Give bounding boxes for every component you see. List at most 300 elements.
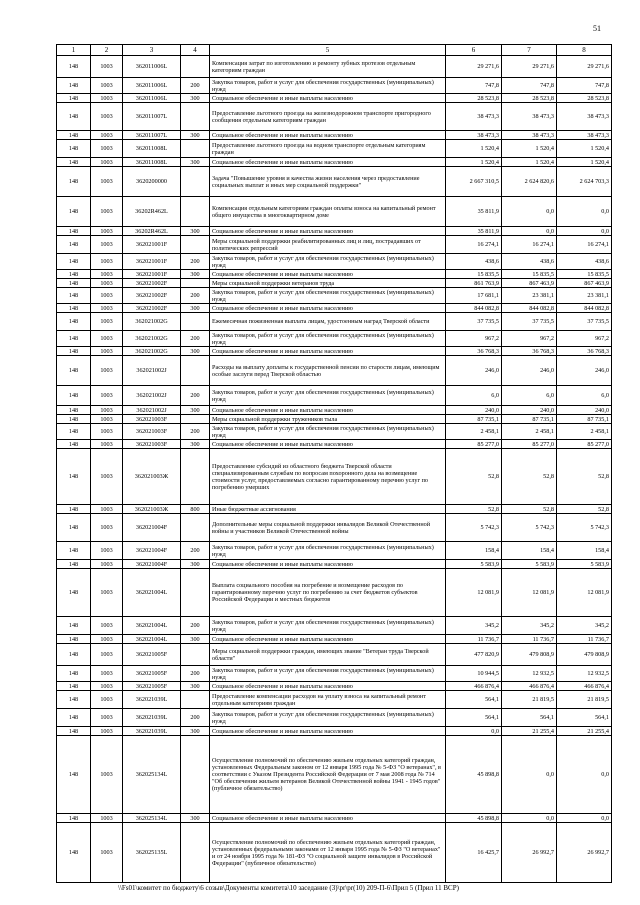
cell-description: Социальное обеспечение и иные выплаты населению	[210, 560, 446, 569]
cell-amount-year-3: 1 520,4	[557, 140, 612, 158]
cell-amount-year-2: 2 458,1	[502, 424, 557, 440]
cell-amount-year-2: 16 274,1	[502, 236, 557, 254]
cell-target-article: 36202R462L	[123, 227, 181, 236]
cell-amount-year-2: 12 932,5	[502, 666, 557, 682]
cell-amount-year-1: 16 274,1	[446, 236, 502, 254]
cell-expense-type: 300	[181, 635, 210, 644]
cell-target-article: 362011008L	[123, 140, 181, 158]
cell-ministry: 148	[57, 158, 91, 167]
cell-amount-year-1: 38 473,3	[446, 103, 502, 131]
cell-expense-type: 200	[181, 617, 210, 635]
cell-section: 1003	[91, 505, 123, 514]
cell-description: Осуществление полномочий по обеспечению жильем отдельных категорий граждан, установленных федеральными законами от 12 января 1995 года № 5-ФЗ "О ветеранах" и от 24 ноября 1995 года № 181-ФЗ "О социальной защите инвалидов в Российской Федерации" (публичное обязательство)	[210, 823, 446, 883]
cell-section: 1003	[91, 635, 123, 644]
cell-amount-year-1: 345,2	[446, 617, 502, 635]
cell-amount-year-1: 87 735,1	[446, 415, 502, 424]
cell-target-article: 362011006L	[123, 56, 181, 78]
cell-target-article: 362025134L	[123, 736, 181, 814]
cell-target-article: 362021005F	[123, 666, 181, 682]
cell-section: 1003	[91, 542, 123, 560]
cell-description: Дополнительные меры социальной поддержки инвалидов Великой Отечественной войны и участников Великой Отечественной войны	[210, 514, 446, 542]
cell-target-article: 362021001F	[123, 254, 181, 270]
cell-amount-year-3: 438,6	[557, 254, 612, 270]
cell-target-article: 362021004L	[123, 569, 181, 617]
cell-target-article: 36202R462L	[123, 197, 181, 227]
cell-amount-year-3: 2 624 703,3	[557, 167, 612, 197]
cell-amount-year-2: 0,0	[502, 814, 557, 823]
cell-amount-year-3: 36 768,3	[557, 347, 612, 356]
cell-section: 1003	[91, 288, 123, 304]
cell-expense-type	[181, 236, 210, 254]
cell-amount-year-2: 37 735,5	[502, 313, 557, 331]
cell-target-article: 3620200000	[123, 167, 181, 197]
cell-target-article: 362021003Ж	[123, 505, 181, 514]
cell-target-article: 362021004F	[123, 560, 181, 569]
table-row	[57, 727, 612, 736]
cell-section: 1003	[91, 158, 123, 167]
cell-amount-year-1: 477 820,9	[446, 644, 502, 666]
cell-ministry: 148	[57, 635, 91, 644]
cell-amount-year-1: 246,0	[446, 356, 502, 386]
cell-target-article: 362011006L	[123, 78, 181, 94]
cell-description: Социальное обеспечение и иные выплаты населению	[210, 94, 446, 103]
cell-amount-year-1: 1 520,4	[446, 158, 502, 167]
cell-section: 1003	[91, 823, 123, 883]
cell-amount-year-2: 438,6	[502, 254, 557, 270]
cell-expense-type: 200	[181, 331, 210, 347]
cell-amount-year-3: 246,0	[557, 356, 612, 386]
header-col-1: 1	[57, 45, 91, 56]
cell-amount-year-3: 23 381,1	[557, 288, 612, 304]
cell-target-article: 362021002G	[123, 313, 181, 331]
cell-description: Предоставление компенсации расходов на уплату взноса на капитальный ремонт отдельным категориям граждан	[210, 691, 446, 709]
cell-amount-year-3: 12 081,9	[557, 569, 612, 617]
cell-section: 1003	[91, 140, 123, 158]
cell-description: Социальное обеспечение и иные выплаты населению	[210, 406, 446, 415]
cell-expense-type	[181, 644, 210, 666]
cell-amount-year-1: 29 271,6	[446, 56, 502, 78]
cell-amount-year-2: 38 473,3	[502, 103, 557, 131]
cell-description: Социальное обеспечение и иные выплаты населению	[210, 158, 446, 167]
cell-section: 1003	[91, 197, 123, 227]
cell-amount-year-2: 0,0	[502, 197, 557, 227]
cell-section: 1003	[91, 131, 123, 140]
cell-amount-year-2: 564,1	[502, 709, 557, 727]
cell-description: Задача "Повышение уровня и качества жизни населения через предоставление социальных выплат и иных мер социальной поддержки"	[210, 167, 446, 197]
cell-expense-type: 300	[181, 406, 210, 415]
cell-expense-type: 200	[181, 386, 210, 406]
cell-amount-year-2: 0,0	[502, 736, 557, 814]
cell-ministry: 148	[57, 682, 91, 691]
cell-amount-year-3: 6,0	[557, 386, 612, 406]
cell-amount-year-3: 0,0	[557, 736, 612, 814]
cell-amount-year-3: 747,8	[557, 78, 612, 94]
cell-ministry: 148	[57, 569, 91, 617]
cell-expense-type	[181, 736, 210, 814]
cell-amount-year-3: 15 835,5	[557, 270, 612, 279]
cell-description: Закупка товаров, работ и услуг для обеспечения государственных (муниципальных) нужд	[210, 78, 446, 94]
cell-expense-type: 300	[181, 94, 210, 103]
cell-description: Предоставление льготного проезда на железнодорожном транспорте пригородного сообщения отдельным категориям граждан	[210, 103, 446, 131]
cell-section: 1003	[91, 270, 123, 279]
cell-amount-year-2: 967,2	[502, 331, 557, 347]
cell-description: Закупка товаров, работ и услуг для обеспечения государственных (муниципальных) нужд	[210, 331, 446, 347]
cell-description: Социальное обеспечение и иные выплаты населению	[210, 131, 446, 140]
table-row	[57, 406, 612, 415]
cell-description: Закупка товаров, работ и услуг для обеспечения государственных (муниципальных) нужд	[210, 709, 446, 727]
cell-ministry: 148	[57, 709, 91, 727]
cell-target-article: 362011008L	[123, 158, 181, 167]
cell-expense-type: 800	[181, 505, 210, 514]
header-col-7: 7	[502, 45, 557, 56]
cell-amount-year-2: 5 742,3	[502, 514, 557, 542]
cell-amount-year-2: 5 583,9	[502, 560, 557, 569]
cell-amount-year-1: 158,4	[446, 542, 502, 560]
cell-section: 1003	[91, 691, 123, 709]
cell-description: Ежемесячная пожизненная выплата лицам, удостоенным наград Тверской области	[210, 313, 446, 331]
cell-expense-type	[181, 691, 210, 709]
cell-description: Социальное обеспечение и иные выплаты населению	[210, 347, 446, 356]
cell-ministry: 148	[57, 140, 91, 158]
cell-section: 1003	[91, 415, 123, 424]
cell-description: Социальное обеспечение и иные выплаты населению	[210, 270, 446, 279]
table-row	[57, 331, 612, 347]
cell-amount-year-1: 5 742,3	[446, 514, 502, 542]
table-row	[57, 94, 612, 103]
cell-ministry: 148	[57, 103, 91, 131]
cell-ministry: 148	[57, 617, 91, 635]
cell-section: 1003	[91, 279, 123, 288]
footer-file-path: \\Fs01\комитет по бюджету\6 созыв\Документы комитета\10 заседание (3)\pr\pr(10) 209-П-6\Прил 5 (Прил 11 ВСР)	[118, 884, 459, 892]
cell-ministry: 148	[57, 560, 91, 569]
cell-section: 1003	[91, 814, 123, 823]
table-row	[57, 617, 612, 635]
table-row	[57, 313, 612, 331]
cell-expense-type	[181, 514, 210, 542]
cell-ministry: 148	[57, 304, 91, 313]
cell-ministry: 148	[57, 356, 91, 386]
cell-expense-type: 300	[181, 814, 210, 823]
cell-section: 1003	[91, 406, 123, 415]
cell-ministry: 148	[57, 94, 91, 103]
cell-amount-year-3: 21 819,5	[557, 691, 612, 709]
cell-amount-year-2: 1 520,4	[502, 140, 557, 158]
cell-description: Социальное обеспечение и иные выплаты населению	[210, 682, 446, 691]
table-row	[57, 304, 612, 313]
header-col-2: 2	[91, 45, 123, 56]
cell-target-article: 362021003F	[123, 415, 181, 424]
table-row	[57, 814, 612, 823]
table-row	[57, 424, 612, 440]
cell-ministry: 148	[57, 197, 91, 227]
cell-target-article: 362021039L	[123, 709, 181, 727]
table-row	[57, 270, 612, 279]
cell-amount-year-3: 26 992,7	[557, 823, 612, 883]
cell-description: Социальное обеспечение и иные выплаты населению	[210, 304, 446, 313]
cell-target-article: 362021003F	[123, 440, 181, 449]
cell-expense-type: 200	[181, 78, 210, 94]
cell-amount-year-1: 45 898,8	[446, 736, 502, 814]
cell-amount-year-2: 11 736,7	[502, 635, 557, 644]
cell-expense-type: 300	[181, 440, 210, 449]
cell-description: Компенсация затрат по изготовлению и ремонту зубных протезов отдельным категориям граждан	[210, 56, 446, 78]
cell-amount-year-3: 28 523,8	[557, 94, 612, 103]
cell-expense-type	[181, 197, 210, 227]
cell-amount-year-2: 12 081,9	[502, 569, 557, 617]
cell-expense-type	[181, 415, 210, 424]
table-row	[57, 823, 612, 883]
cell-amount-year-3: 0,0	[557, 197, 612, 227]
cell-expense-type	[181, 140, 210, 158]
table-row	[57, 236, 612, 254]
cell-ministry: 148	[57, 313, 91, 331]
cell-amount-year-3: 85 277,0	[557, 440, 612, 449]
page-number: 51	[593, 24, 601, 33]
cell-amount-year-1: 2 667 310,5	[446, 167, 502, 197]
table-row	[57, 644, 612, 666]
cell-amount-year-2: 2 624 820,6	[502, 167, 557, 197]
cell-ministry: 148	[57, 254, 91, 270]
cell-expense-type: 300	[181, 304, 210, 313]
cell-amount-year-2: 747,8	[502, 78, 557, 94]
cell-amount-year-3: 52,8	[557, 449, 612, 505]
cell-description: Предоставление субсидий из областного бюджета Тверской области специализированным службам по вопросам похоронного дела на возмещение стоимости услуг, предоставляемых согласно гарантированному перечню услуг по погребению умерших	[210, 449, 446, 505]
cell-ministry: 148	[57, 279, 91, 288]
cell-expense-type	[181, 167, 210, 197]
cell-amount-year-1: 45 898,8	[446, 814, 502, 823]
cell-amount-year-1: 861 763,9	[446, 279, 502, 288]
cell-amount-year-2: 52,8	[502, 505, 557, 514]
table-row	[57, 158, 612, 167]
cell-amount-year-3: 967,2	[557, 331, 612, 347]
cell-amount-year-3: 158,4	[557, 542, 612, 560]
cell-ministry: 148	[57, 415, 91, 424]
cell-ministry: 148	[57, 270, 91, 279]
table-row	[57, 227, 612, 236]
cell-amount-year-3: 867 463,9	[557, 279, 612, 288]
cell-ministry: 148	[57, 666, 91, 682]
cell-amount-year-2: 6,0	[502, 386, 557, 406]
cell-ministry: 148	[57, 288, 91, 304]
cell-section: 1003	[91, 682, 123, 691]
table-row	[57, 288, 612, 304]
table-row	[57, 682, 612, 691]
cell-section: 1003	[91, 449, 123, 505]
cell-amount-year-2: 466 876,4	[502, 682, 557, 691]
cell-description: Социальное обеспечение и иные выплаты населению	[210, 814, 446, 823]
cell-amount-year-2: 15 835,5	[502, 270, 557, 279]
cell-ministry: 148	[57, 505, 91, 514]
cell-target-article: 362021002J	[123, 386, 181, 406]
cell-target-article: 362021002J	[123, 406, 181, 415]
cell-ministry: 148	[57, 691, 91, 709]
cell-section: 1003	[91, 94, 123, 103]
cell-description: Закупка товаров, работ и услуг для обеспечения государственных (муниципальных) нужд	[210, 542, 446, 560]
cell-description: Социальное обеспечение и иные выплаты населению	[210, 227, 446, 236]
cell-amount-year-3: 0,0	[557, 227, 612, 236]
cell-target-article: 362021004L	[123, 635, 181, 644]
cell-amount-year-3: 844 082,8	[557, 304, 612, 313]
cell-description: Социальное обеспечение и иные выплаты населению	[210, 727, 446, 736]
cell-expense-type	[181, 449, 210, 505]
cell-section: 1003	[91, 331, 123, 347]
cell-amount-year-3: 2 458,1	[557, 424, 612, 440]
cell-section: 1003	[91, 103, 123, 131]
cell-amount-year-2: 246,0	[502, 356, 557, 386]
cell-section: 1003	[91, 227, 123, 236]
table-row	[57, 197, 612, 227]
cell-ministry: 148	[57, 406, 91, 415]
cell-description: Закупка товаров, работ и услуг для обеспечения государственных (муниципальных) нужд	[210, 617, 446, 635]
cell-target-article: 362021005F	[123, 682, 181, 691]
table-row	[57, 505, 612, 514]
cell-amount-year-3: 37 735,5	[557, 313, 612, 331]
table-row	[57, 167, 612, 197]
cell-amount-year-3: 21 255,4	[557, 727, 612, 736]
cell-section: 1003	[91, 254, 123, 270]
cell-ministry: 148	[57, 814, 91, 823]
cell-description: Расходы на выплату доплаты к государственной пенсии по старости лицам, имеющим особые заслуги перед Тверской областью	[210, 356, 446, 386]
cell-amount-year-3: 345,2	[557, 617, 612, 635]
cell-target-article: 362021039L	[123, 727, 181, 736]
cell-section: 1003	[91, 644, 123, 666]
table-row	[57, 440, 612, 449]
header-col-6: 6	[446, 45, 502, 56]
cell-ministry: 148	[57, 736, 91, 814]
cell-description: Меры социальной поддержки реабилитированных лиц и лиц, пострадавших от политических репрессий	[210, 236, 446, 254]
cell-amount-year-2: 87 735,1	[502, 415, 557, 424]
cell-target-article: 362021004F	[123, 514, 181, 542]
table-row	[57, 736, 612, 814]
cell-ministry: 148	[57, 386, 91, 406]
cell-amount-year-3: 466 876,4	[557, 682, 612, 691]
cell-ministry: 148	[57, 78, 91, 94]
cell-amount-year-1: 6,0	[446, 386, 502, 406]
header-col-5: 5	[210, 45, 446, 56]
table-row	[57, 386, 612, 406]
cell-target-article: 362021005F	[123, 644, 181, 666]
table-row	[57, 347, 612, 356]
cell-section: 1003	[91, 440, 123, 449]
cell-section: 1003	[91, 736, 123, 814]
cell-section: 1003	[91, 386, 123, 406]
cell-amount-year-2: 21 819,5	[502, 691, 557, 709]
cell-section: 1003	[91, 78, 123, 94]
cell-amount-year-1: 12 081,9	[446, 569, 502, 617]
cell-amount-year-3: 52,8	[557, 505, 612, 514]
cell-amount-year-3: 479 808,9	[557, 644, 612, 666]
table-row	[57, 131, 612, 140]
cell-amount-year-2: 21 255,4	[502, 727, 557, 736]
cell-amount-year-2: 479 808,9	[502, 644, 557, 666]
cell-amount-year-1: 747,8	[446, 78, 502, 94]
cell-expense-type: 300	[181, 270, 210, 279]
cell-description: Меры социальной поддержки тружеников тыла	[210, 415, 446, 424]
cell-section: 1003	[91, 514, 123, 542]
cell-ministry: 148	[57, 440, 91, 449]
cell-amount-year-1: 15 835,5	[446, 270, 502, 279]
cell-ministry: 148	[57, 424, 91, 440]
cell-amount-year-1: 37 735,5	[446, 313, 502, 331]
cell-target-article: 362021004L	[123, 617, 181, 635]
cell-target-article: 362021004F	[123, 542, 181, 560]
cell-amount-year-3: 5 742,3	[557, 514, 612, 542]
cell-amount-year-1: 38 473,3	[446, 131, 502, 140]
cell-expense-type: 300	[181, 347, 210, 356]
cell-amount-year-2: 844 082,8	[502, 304, 557, 313]
cell-expense-type: 200	[181, 424, 210, 440]
cell-amount-year-3: 564,1	[557, 709, 612, 727]
cell-target-article: 362021002F	[123, 288, 181, 304]
table-row	[57, 560, 612, 569]
cell-amount-year-3: 11 736,7	[557, 635, 612, 644]
header-col-4: 4	[181, 45, 210, 56]
cell-amount-year-2: 240,0	[502, 406, 557, 415]
cell-ministry: 148	[57, 514, 91, 542]
cell-target-article: 362021001F	[123, 270, 181, 279]
cell-amount-year-2: 29 271,6	[502, 56, 557, 78]
cell-description: Социальное обеспечение и иные выплаты населению	[210, 440, 446, 449]
cell-amount-year-2: 38 473,3	[502, 131, 557, 140]
table-row	[57, 691, 612, 709]
cell-amount-year-2: 345,2	[502, 617, 557, 635]
cell-expense-type	[181, 279, 210, 288]
cell-ministry: 148	[57, 331, 91, 347]
cell-section: 1003	[91, 424, 123, 440]
cell-amount-year-3: 0,0	[557, 814, 612, 823]
cell-section: 1003	[91, 56, 123, 78]
cell-amount-year-1: 1 520,4	[446, 140, 502, 158]
table-row	[57, 514, 612, 542]
cell-description: Меры социальной поддержки граждан, имеющих звание "Ветеран труда Тверской области"	[210, 644, 446, 666]
cell-amount-year-1: 438,6	[446, 254, 502, 270]
table-row	[57, 254, 612, 270]
cell-amount-year-1: 5 583,9	[446, 560, 502, 569]
cell-ministry: 148	[57, 727, 91, 736]
table-row	[57, 103, 612, 131]
cell-expense-type	[181, 103, 210, 131]
cell-description: Социальное обеспечение и иные выплаты населению	[210, 635, 446, 644]
cell-expense-type: 200	[181, 288, 210, 304]
cell-target-article: 362021039L	[123, 691, 181, 709]
cell-section: 1003	[91, 727, 123, 736]
cell-section: 1003	[91, 347, 123, 356]
cell-ministry: 148	[57, 823, 91, 883]
cell-expense-type	[181, 313, 210, 331]
cell-amount-year-1: 240,0	[446, 406, 502, 415]
cell-expense-type: 300	[181, 158, 210, 167]
cell-amount-year-3: 240,0	[557, 406, 612, 415]
cell-amount-year-2: 867 463,9	[502, 279, 557, 288]
table-header-row	[57, 45, 612, 56]
table-row	[57, 709, 612, 727]
cell-description: Компенсация отдельным категориям граждан оплаты взноса на капитальный ремонт общего имущества в многоквартирном доме	[210, 197, 446, 227]
cell-amount-year-3: 38 473,3	[557, 131, 612, 140]
cell-expense-type: 300	[181, 131, 210, 140]
cell-amount-year-1: 466 876,4	[446, 682, 502, 691]
cell-target-article: 362021002F	[123, 279, 181, 288]
cell-description: Закупка товаров, работ и услуг для обеспечения государственных (муниципальных) нужд	[210, 254, 446, 270]
table-row	[57, 56, 612, 78]
cell-amount-year-2: 26 992,7	[502, 823, 557, 883]
cell-amount-year-1: 85 277,0	[446, 440, 502, 449]
cell-target-article: 362021002J	[123, 356, 181, 386]
cell-amount-year-1: 10 944,5	[446, 666, 502, 682]
cell-ministry: 148	[57, 347, 91, 356]
cell-description: Предоставление льготного проезда на водном транспорте отдельным категориям граждан	[210, 140, 446, 158]
cell-amount-year-2: 1 520,4	[502, 158, 557, 167]
cell-description: Меры социальной поддержки ветеранов труда	[210, 279, 446, 288]
